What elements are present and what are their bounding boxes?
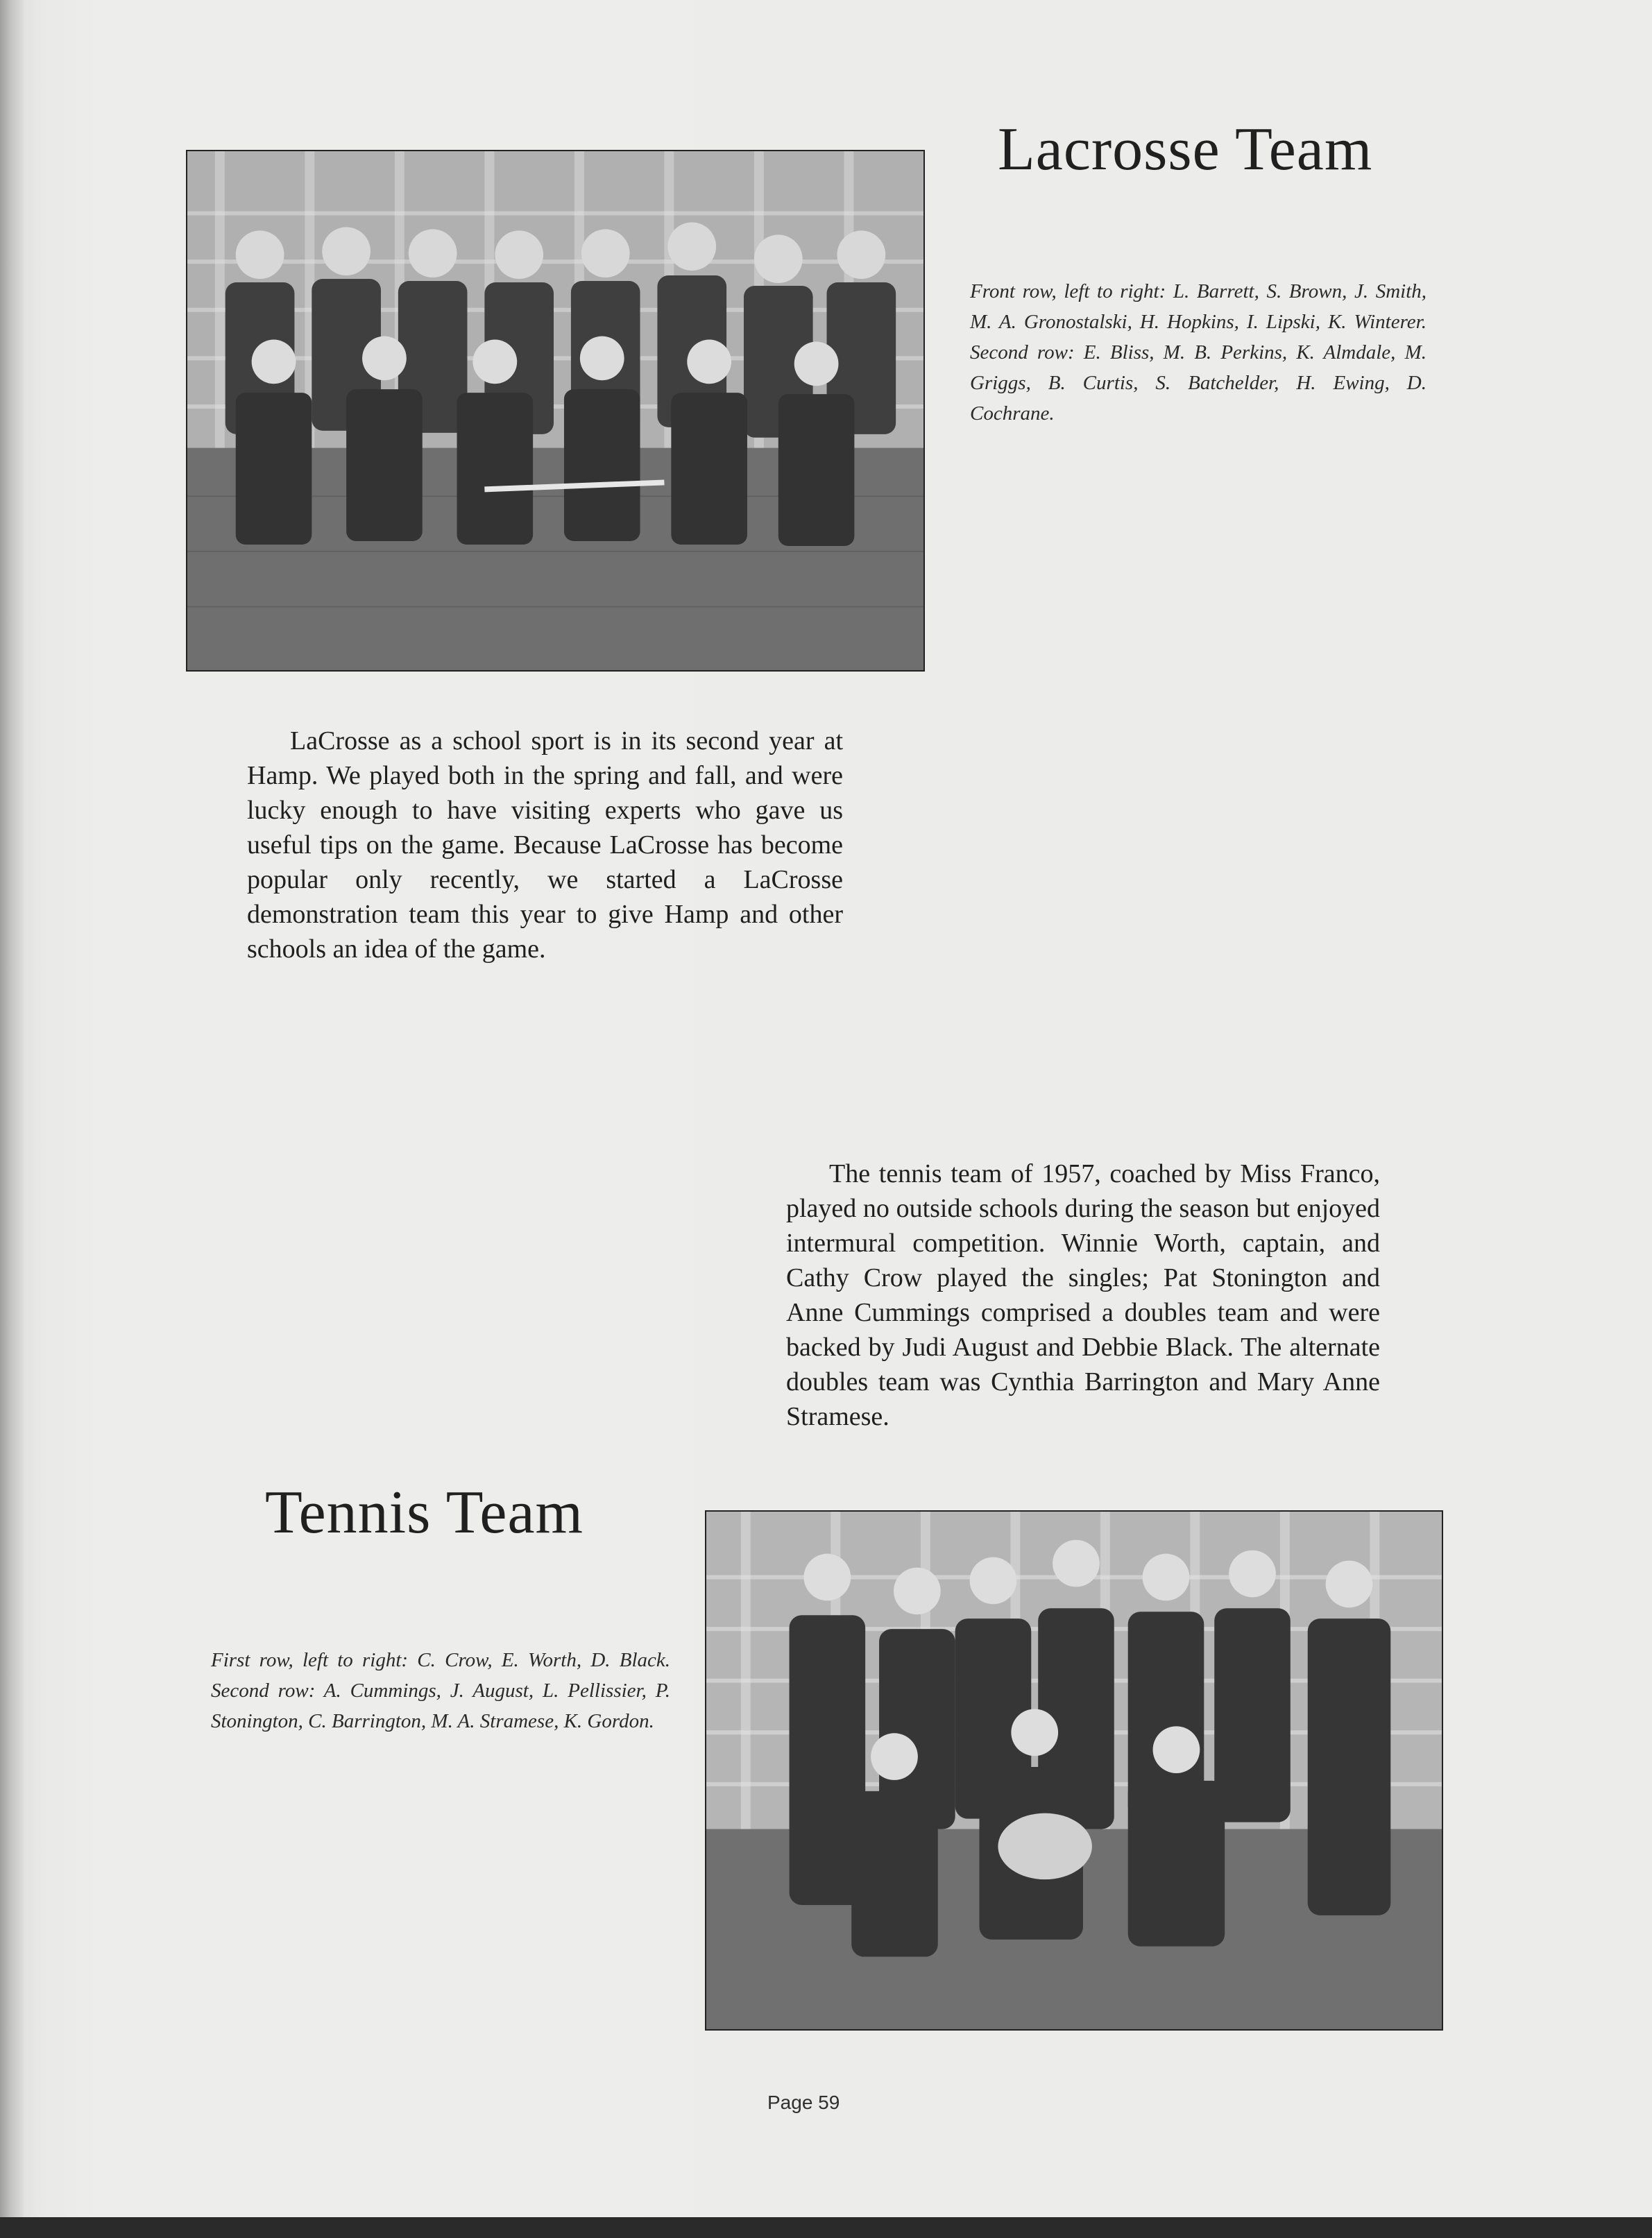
lacrosse-title: Lacrosse Team [998,116,1373,183]
tennis-title: Tennis Team [265,1479,584,1546]
tennis-racket [998,1813,1091,1879]
lacrosse-caption: Front row, left to right: L. Barrett, S. Brown, J. Smith, M. A. Gronostalski, H. Hopkins, I. Lipski, K. Winterer. Second row: E. Bliss, M. B. Perkins, K. Almdale, M. Griggs, B. Curtis, S. Batchelder, H. Ewing, D. Cochrane. [970,280,1427,425]
scan-bottom-edge [0,2217,1652,2238]
page-number: Page 59 [767,2092,840,2113]
page-binding-edge [0,0,24,2238]
lacrosse-description: LaCrosse as a school sport is in its second year at Hamp. We played both in the spring and fall, and were lucky enough to have visiting experts who gave us useful tips on the game. Because LaCrosse has become popular only recently, we started a LaCrosse demonstration team this year to give Hamp and other schools an idea of the game. [247,726,843,964]
tennis-photo-illustration [706,1512,1442,2029]
tennis-caption: First row, left to right: C. Crow, E. Worth, D. Black. Second row: A. Cummings, J. August, L. Pellissier, P. Stonington, C. Barrington, M. A. Stramese, K. Gordon. [211,1649,670,1732]
tennis-team-photo [705,1510,1443,2031]
lacrosse-team-photo [186,150,925,672]
tennis-description: The tennis team of 1957, coached by Miss Franco, played no outside schools during the season but enjoyed intermural competition. Winnie Worth, captain, and Cathy Crow played the singles; Pat Stonington and Anne Cummings comprised a doubles team and were backed by Judi August and Debbie Black. The alternate doubles team was Cynthia Barrington and Mary Anne Stramese. [786,1159,1380,1431]
lacrosse-photo-illustration [187,151,923,670]
